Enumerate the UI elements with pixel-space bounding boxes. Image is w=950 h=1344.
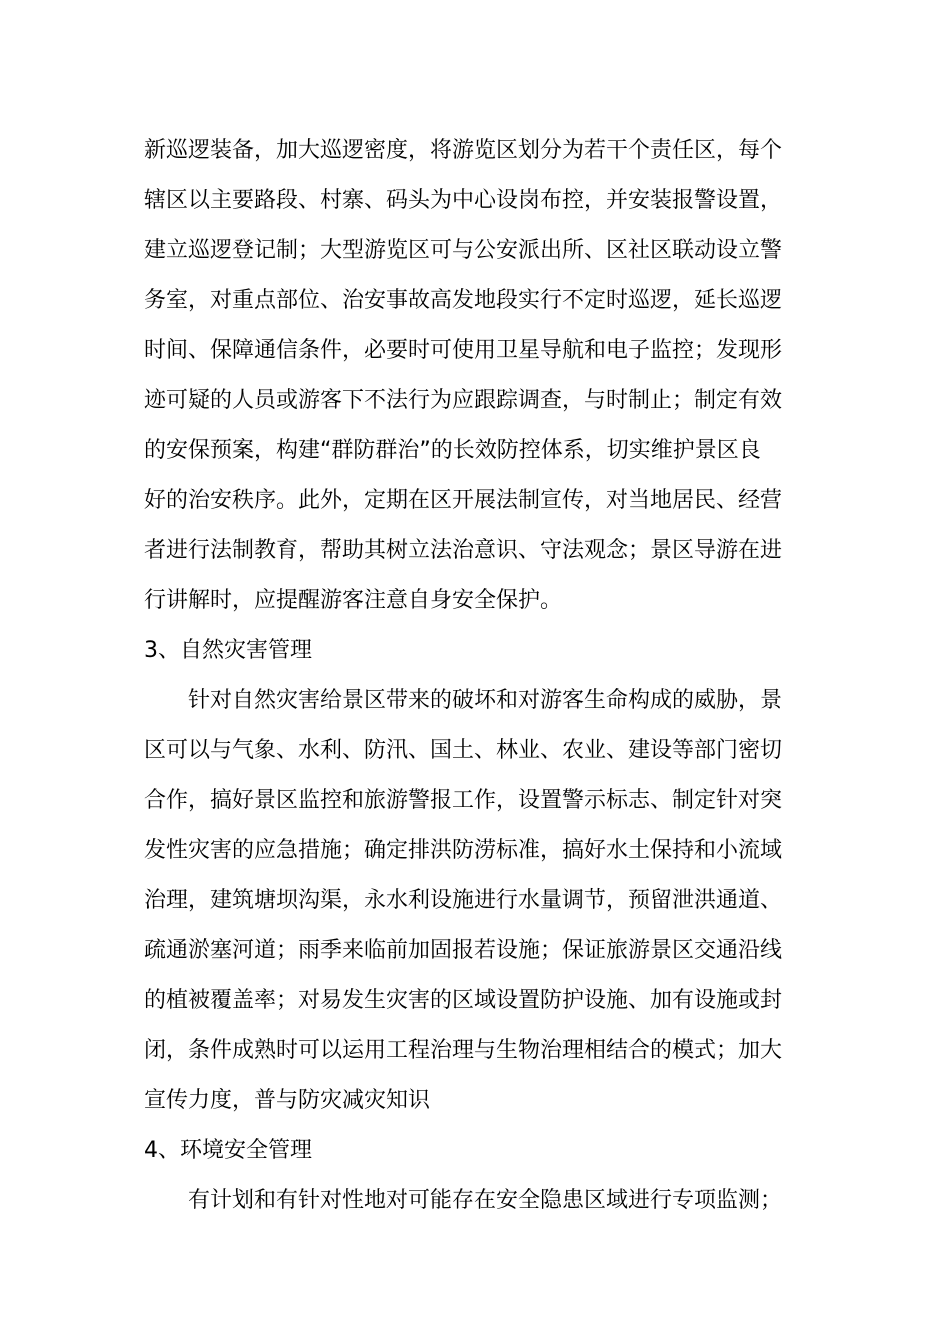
section-heading: 4、环境安全管理	[144, 1138, 312, 1163]
body-text	[144, 126, 814, 1226]
text-line: 的植被覆盖率；对易发生灾害的区域设置防护设施、加有设施或封	[144, 988, 783, 1013]
text-line: 好的治安秩序。此外，定期在区开展法制宣传，对当地居民、经营	[144, 488, 783, 513]
text-line: 发性灾害的应急措施；确定排洪防涝标准，搞好水土保持和小流域	[144, 838, 783, 863]
text-line: 务室，对重点部位、治安事故高发地段实行不定时巡逻，延长巡逻	[144, 288, 783, 313]
text-line: 迹可疑的人员或游客下不法行为应跟踪调查，与时制止；制定有效	[144, 388, 783, 413]
section-heading: 3、自然灾害管理	[144, 638, 312, 663]
text-line: 宣传力度，普与防灾减灾知识	[144, 1088, 431, 1113]
text-line: 的安保预案，构建“群防群治”的长效防控体系，切实维护景区良	[144, 438, 761, 463]
text-line: 新巡逻装备，加大巡逻密度，将游览区划分为若干个责任区，每个	[144, 138, 783, 163]
paragraph-first-line: 针对自然灾害给景区带来的破坏和对游客生命构成的威胁，景	[188, 688, 783, 713]
text-line: 治理，建筑塘坝沟渠，永水利设施进行水量调节，预留泄洪通道、	[144, 888, 783, 913]
text-line: 疏通淤塞河道；雨季来临前加固报若设施；保证旅游景区交通沿线	[144, 938, 783, 963]
text-line: 辖区以主要路段、村寨、码头为中心设岗布控，并安装报警设置，	[144, 188, 783, 213]
text-line: 闭，条件成熟时可以运用工程治理与生物治理相结合的模式；加大	[144, 1038, 783, 1063]
text-line: 区可以与气象、水利、防汛、国土、林业、农业、建设等部门密切	[144, 738, 783, 763]
paragraph-first-line: 有计划和有针对性地对可能存在安全隐患区域进行专项监测；	[188, 1188, 783, 1213]
text-line: 时间、保障通信条件，必要时可使用卫星导航和电子监控；发现形	[144, 338, 783, 363]
text-line: 建立巡逻登记制；大型游览区可与公安派出所、区社区联动设立警	[144, 238, 783, 263]
text-line: 合作，搞好景区监控和旅游警报工作，设置警示标志、制定针对突	[144, 788, 783, 813]
text-line: 行讲解时，应提醒游客注意自身安全保护。	[144, 588, 563, 613]
text-line: 者进行法制教育，帮助其树立法治意识、守法观念；景区导游在进	[144, 538, 783, 563]
